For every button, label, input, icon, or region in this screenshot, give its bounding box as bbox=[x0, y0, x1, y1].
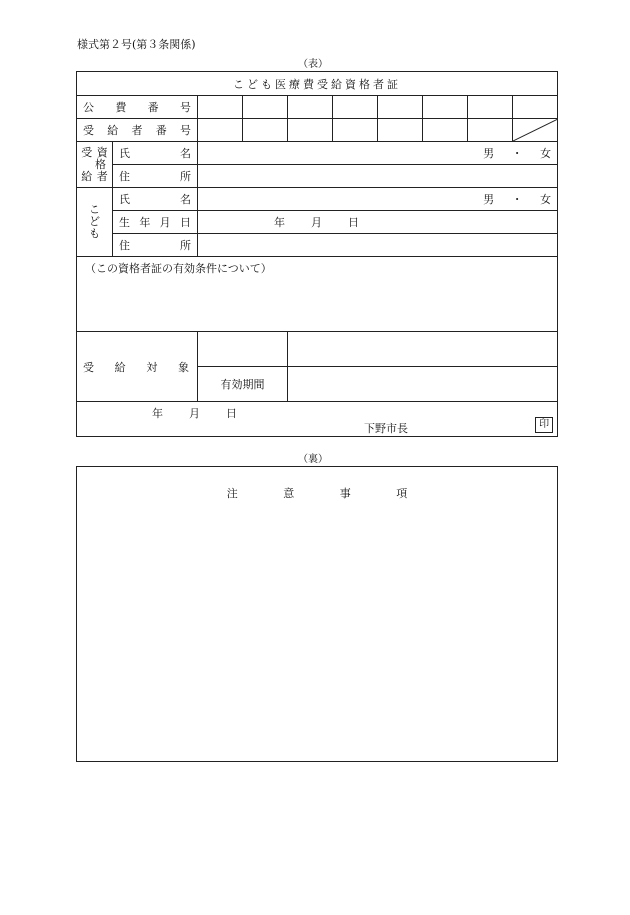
diagonal-strike bbox=[513, 119, 558, 141]
validity-period-label: 有効期間 bbox=[198, 367, 288, 402]
recipient-number-digit[interactable] bbox=[378, 119, 423, 142]
public-number-digit[interactable] bbox=[513, 96, 558, 119]
public-number-digit[interactable] bbox=[288, 96, 333, 119]
validity-period-field[interactable] bbox=[288, 367, 558, 402]
recipient-number-digit[interactable] bbox=[288, 119, 333, 142]
card-title: こども医療費受給資格者証 bbox=[77, 72, 558, 96]
recipient-number-struck-cell bbox=[513, 119, 558, 142]
eligibility-certificate-front bbox=[76, 71, 558, 437]
holder-name-field[interactable]: 男 ・ 女 bbox=[198, 142, 558, 165]
eligibility-target-blank bbox=[198, 332, 288, 367]
issue-section bbox=[77, 402, 558, 437]
recipient-number-digit[interactable] bbox=[198, 119, 243, 142]
validity-conditions-box[interactable] bbox=[77, 257, 558, 332]
public-number-digit[interactable] bbox=[333, 96, 378, 119]
public-number-digit[interactable] bbox=[198, 96, 243, 119]
back-side-label: （裏） bbox=[298, 454, 328, 465]
holder-address-label: 住 所 bbox=[113, 165, 198, 188]
recipient-number-label: 受 給 者 番 号 bbox=[77, 119, 198, 142]
recipient-number-digit[interactable] bbox=[333, 119, 378, 142]
front-side-label: （表） bbox=[298, 59, 328, 70]
child-name-label: 氏 名 bbox=[113, 188, 198, 211]
eligibility-certificate-back bbox=[76, 466, 558, 762]
child-birth-field[interactable]: 年 月 日 bbox=[198, 211, 558, 234]
public-number-label: 公 費 番 号 bbox=[77, 96, 198, 119]
form-number-label: 様式第２号(第３条関係) bbox=[77, 38, 196, 51]
recipient-number-digit[interactable] bbox=[423, 119, 468, 142]
issuer-name: 下野市長 bbox=[364, 422, 408, 435]
eligibility-target-field[interactable] bbox=[288, 332, 558, 367]
holder-name-label: 氏 名 bbox=[113, 142, 198, 165]
child-name-field[interactable]: 男 ・ 女 bbox=[198, 188, 558, 211]
holder-address-field[interactable] bbox=[198, 165, 558, 188]
public-number-digit[interactable] bbox=[468, 96, 513, 119]
eligibility-target-label: 受 給 対 象 bbox=[77, 332, 198, 402]
public-number-digit[interactable] bbox=[423, 96, 468, 119]
official-seal-mark: 印 bbox=[535, 417, 553, 433]
public-number-digit[interactable] bbox=[378, 96, 423, 119]
recipient-number-digit[interactable] bbox=[243, 119, 288, 142]
issue-date[interactable]: 年 月 日 bbox=[152, 407, 237, 420]
public-number-digit[interactable] bbox=[243, 96, 288, 119]
child-address-field[interactable] bbox=[198, 234, 558, 257]
notes-title: 注 意 事 項 bbox=[226, 487, 408, 500]
validity-conditions-text: （この資格者証の有効条件について） bbox=[85, 262, 272, 275]
child-birth-label: 生 年 月 日 bbox=[113, 211, 198, 234]
child-group-label: こ ど も bbox=[77, 188, 113, 257]
holder-group-label: 受 資 格 給 者 bbox=[77, 142, 113, 188]
child-address-label: 住 所 bbox=[113, 234, 198, 257]
recipient-number-digit[interactable] bbox=[468, 119, 513, 142]
